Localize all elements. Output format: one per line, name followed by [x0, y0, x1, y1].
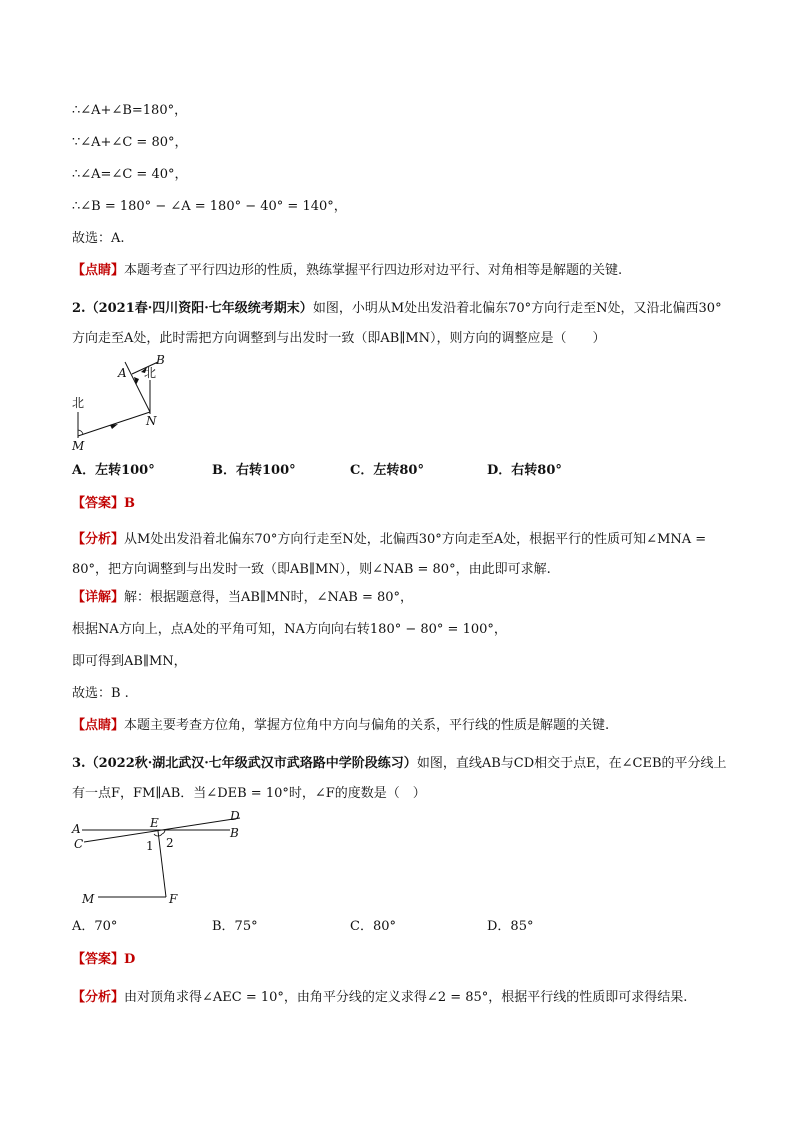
- detail-text: 解：根据题意得，当AB∥MN时，∠NAB = 80°，: [124, 590, 414, 605]
- angle-1-label: 1: [146, 839, 154, 853]
- point-b-label: B: [156, 353, 165, 367]
- comment-1: [72, 262, 622, 280]
- detail-line-4: 故选：B .: [72, 686, 129, 701]
- segment-mn: [78, 412, 150, 436]
- question-2-stem: [72, 294, 732, 354]
- point-a-label: A: [118, 366, 127, 380]
- detail-tag: 【详解】: [72, 590, 125, 605]
- option-c[interactable]: C．左转80°: [350, 463, 424, 478]
- option-b[interactable]: B．75°: [212, 919, 258, 934]
- point-d-label: D: [230, 810, 240, 823]
- option-d[interactable]: D．右转80°: [487, 463, 562, 478]
- question-3-stem: [72, 749, 732, 809]
- analysis-block: [72, 983, 732, 1013]
- answer-line: [72, 951, 135, 969]
- question-source: （2021春·四川资阳·七年级统考期末）: [85, 301, 313, 316]
- option-a[interactable]: A．左转100°: [72, 463, 155, 478]
- line-ef: [158, 831, 166, 897]
- detail-line-2: 根据NA方向上，点A处的平角可知，NA方向向右转180° − 80° = 100°，: [72, 622, 507, 637]
- point-a-label: A: [72, 822, 81, 836]
- analysis-text: 从M处出发沿着北偏东70°方向行走至N处，北偏西30°方向走至A处，根据平行的性质可知∠MNA = 80°，把方向调整到与出发时一致（即AB∥MN），则∠NAB = 80°，由此即可求解.: [72, 532, 707, 577]
- figure-direction-diagram: [70, 352, 180, 452]
- option-d[interactable]: D．85°: [487, 919, 534, 934]
- point-b-label: B: [230, 826, 239, 840]
- comment-2: [72, 717, 609, 735]
- point-n-label: N: [146, 414, 157, 428]
- comment-text: 本题考查了平行四边形的性质，熟练掌握平行四边形对边平行、对角相等是解题的关键.: [124, 263, 623, 278]
- analysis-tag: 【分析】: [72, 990, 125, 1005]
- detail-line-1: [72, 589, 413, 607]
- question-text: 如图，直线AB与CD相交于点E，在∠CEB的平分线上有一点F，FM∥AB．当∠DEB = 10°时，∠F的度数是（ ）: [72, 756, 727, 801]
- north-label-n: 北: [144, 366, 157, 380]
- angle-arc-m: [78, 430, 83, 434]
- north-label-m: 北: [72, 396, 85, 410]
- question-text: 如图，小明从M处出发沿着北偏东70°方向行走至N处，又沿北偏西30°方向走至A处，此时需把方向调整到与出发时一致（即AB∥MN），则方向的调整应是（ ）: [72, 301, 722, 346]
- point-f-label: F: [169, 892, 178, 906]
- answer-line: [72, 495, 135, 513]
- point-m-label: M: [72, 439, 85, 452]
- option-a[interactable]: A．70°: [72, 919, 118, 934]
- point-e-label: E: [150, 816, 159, 830]
- answer-value: B: [124, 496, 136, 511]
- analysis-tag: 【分析】: [72, 532, 125, 547]
- solution-choice: 故选：A.: [72, 231, 125, 246]
- solution-line-2: ∵∠A+∠C = 80°，: [72, 135, 188, 150]
- answer-tag: 【答案】: [72, 952, 125, 967]
- option-c[interactable]: C．80°: [350, 919, 396, 934]
- detail-line-3: 即可得到AB∥MN，: [72, 654, 187, 669]
- answer-tag: 【答案】: [72, 496, 125, 511]
- answer-value: D: [124, 952, 136, 967]
- question-source: （2022秋·湖北武汉·七年级武汉市武珞路中学阶段练习）: [85, 756, 417, 771]
- analysis-block: [72, 525, 732, 585]
- comment-tag: 【点睛】: [72, 718, 125, 733]
- comment-text: 本题主要考查方位角，掌握方位角中方向与偏角的关系，平行线的性质是解题的关键.: [124, 718, 610, 733]
- point-c-label: C: [74, 837, 84, 851]
- point-m-label: M: [82, 892, 95, 906]
- solution-line-3: ∴∠A=∠C = 40°，: [72, 167, 188, 182]
- question-number: 3.: [72, 756, 86, 771]
- comment-tag: 【点睛】: [72, 263, 125, 278]
- angle-2-label: 2: [166, 836, 174, 850]
- analysis-text: 由对顶角求得∠AEC = 10°，由角平分线的定义求得∠2 = 85°，根据平行线的性质即可求得结果.: [124, 990, 688, 1005]
- figure-intersecting-lines: [70, 810, 250, 910]
- solution-line-1: ∴∠A+∠B=180°，: [72, 103, 188, 118]
- solution-line-4: ∴∠B = 180° − ∠A = 180° − 40° = 140°，: [72, 199, 347, 214]
- option-b[interactable]: B．右转100°: [212, 463, 296, 478]
- question-number: 2.: [72, 301, 86, 316]
